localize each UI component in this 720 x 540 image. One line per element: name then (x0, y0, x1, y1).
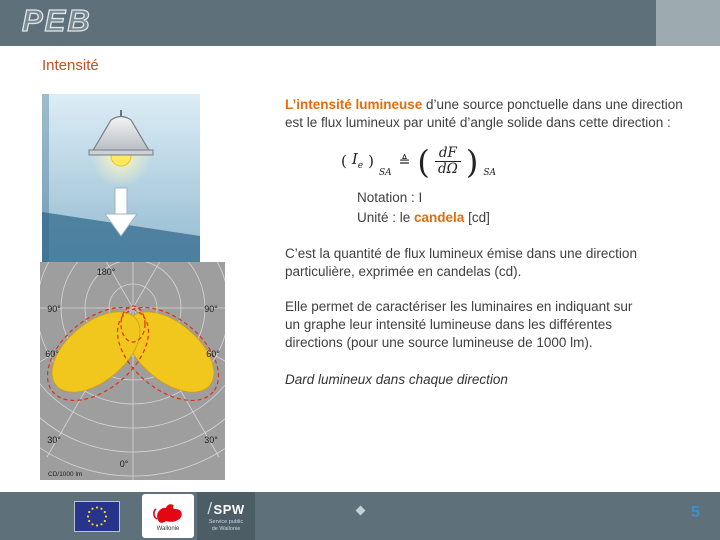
polar-label-30-right: 30° (204, 435, 218, 445)
formula-defeq: ≜ (398, 153, 411, 170)
polar-label-0: 0° (119, 459, 129, 469)
formula-rhs-subscript: SA (483, 167, 497, 178)
polar-label-60-left: 60° (45, 349, 59, 359)
footer-marker-icon (356, 506, 366, 516)
highlight-intensite: L’intensité lumineuse (285, 97, 423, 112)
spw-caption: Service public de Wallonie (208, 519, 244, 532)
paragraph-dard: Dard lumineux dans chaque direction (285, 372, 508, 388)
spw-logo (197, 492, 255, 540)
eu-flag-logo (74, 501, 120, 532)
wallonie-label: Wallonie (156, 525, 180, 532)
notation-block (357, 188, 689, 229)
formula-symbol: $I_e$ (351, 150, 364, 172)
notation-line: Notation : I (357, 189, 423, 205)
paragraph-luminaires: Elle permet de caractériser les luminaires en indiquant sur un graphe leur intensité lumineuse dans les différentes directions (pour une source lumineuse de 1000 lm). (285, 299, 633, 351)
formula-numerator: dF (435, 146, 461, 163)
polar-label-90-right: 90° (204, 304, 218, 314)
paragraph-definition-rest: d’une source ponctuelle dans une direction est le flux lumineux par unité d’angle solide dans cette direction : (285, 97, 683, 130)
wallonie-logo (142, 494, 194, 538)
unit-line: Unité : le candela [cd] (357, 210, 490, 226)
highlight-candela: candela (414, 210, 465, 226)
polar-label-30-left: 30° (47, 435, 61, 445)
page-number: 5 (691, 504, 700, 521)
lamp-figure (42, 94, 200, 262)
formula-close-paren: ) (368, 151, 374, 170)
lamp-icon (42, 94, 200, 262)
header-corner-block (656, 0, 720, 46)
header-bar (0, 0, 720, 46)
polar-label-180: 180° (96, 267, 116, 277)
formula-open-paren: ( (341, 151, 347, 170)
page-title: Intensité (42, 57, 99, 74)
polar-axis-label: CD/1000 lm (48, 471, 83, 478)
rooster-icon (151, 501, 185, 525)
paragraph-candelas: C’est la quantité de flux lumineux émise dans une direction particulière, exprimée en candelas (cd). (285, 246, 637, 280)
formula-big-close-paren: ) (465, 142, 479, 181)
formula-denominator: dΩ (437, 161, 458, 178)
peb-logo: PEB (22, 3, 92, 38)
footer-bar (0, 492, 720, 540)
formula-fraction (435, 146, 461, 178)
formula-lhs-subscript: SA (378, 167, 392, 178)
spw-acronym: / SPW (207, 499, 245, 519)
formula-intensity (341, 142, 689, 181)
formula-big-open-paren: ( (417, 142, 430, 181)
paragraph-definition (285, 96, 689, 132)
content-column (285, 96, 689, 389)
polar-label-60-right: 60° (206, 349, 220, 359)
polar-diagram (40, 262, 225, 480)
polar-label-90-left: 90° (47, 304, 61, 314)
